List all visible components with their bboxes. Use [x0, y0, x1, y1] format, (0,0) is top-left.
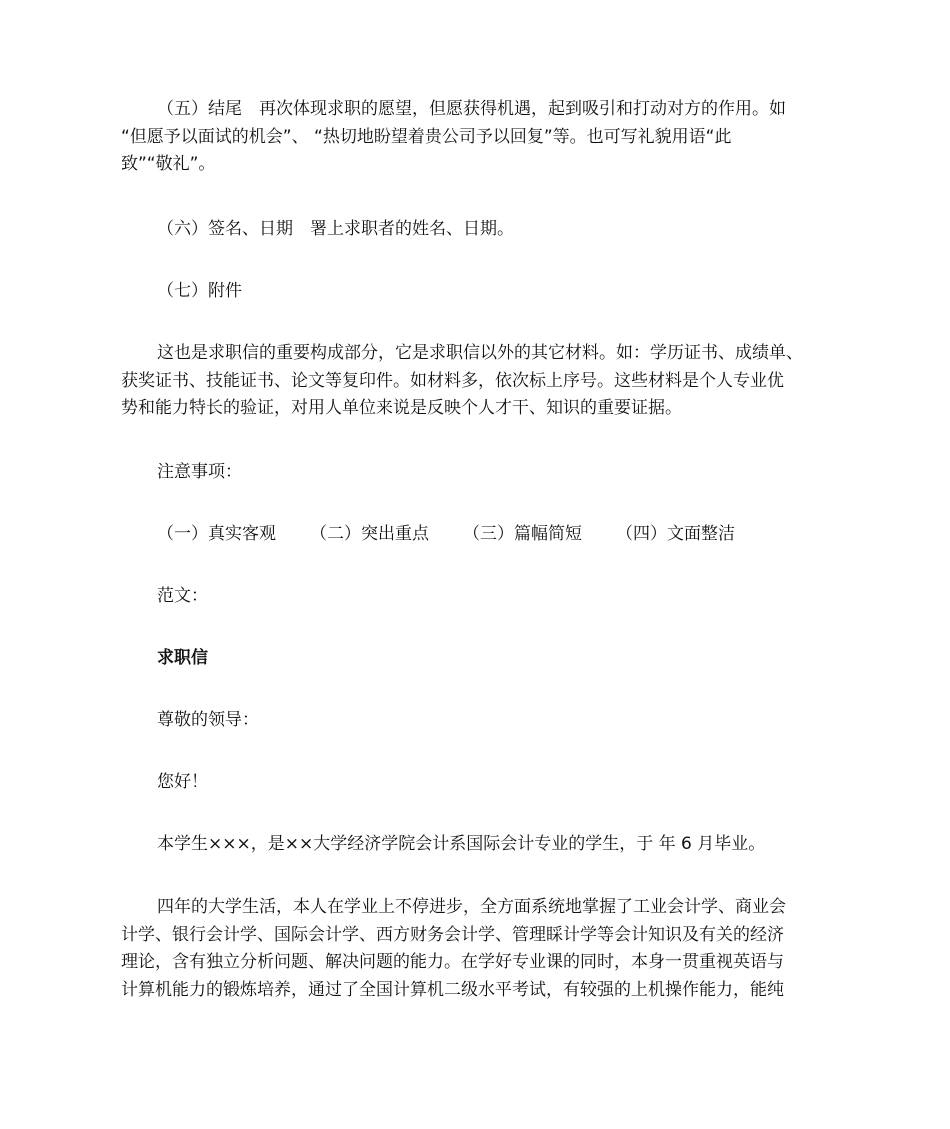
- salutation-text: 尊敬的领导：: [157, 710, 259, 730]
- notes-item: （二）突出重点: [310, 524, 429, 544]
- body-line: 计算机能力的锻炼培养，通过了全国计算机二级水平考试，有较强的上机操作能力，能纯: [121, 979, 784, 1000]
- sample-heading-text: 范文：: [157, 586, 208, 606]
- conclusion-line: “但愿予以面试的机会”、 “热切地盼望着贵公司予以回复”等。也可写礼貌用语“此: [121, 126, 732, 147]
- letter-title: [121, 645, 839, 673]
- body-paragraph: [121, 894, 839, 1004]
- attachment-heading: [121, 278, 839, 306]
- conclusion-line: 致”“敬礼”。: [121, 154, 216, 174]
- body-line: 计学、银行会计学、国际会计学、西方财务会计学、管理睬计学等会计知识及有关的经济: [121, 924, 784, 945]
- notes-heading: [121, 459, 839, 487]
- notes-heading-text: 注意事项：: [157, 462, 242, 482]
- notes-item: （一）真实客观: [157, 524, 276, 544]
- salutation: [121, 707, 839, 735]
- conclusion-line: （五）结尾 再次体现求职的愿望，但愿获得机遇，起到吸引和打动对方的作用。如: [157, 99, 786, 119]
- attachment-heading-text: （七）附件: [157, 281, 242, 301]
- attachment-line: 这也是求职信的重要构成部分，它是求职信以外的其它材料。如：学历证书、成绩单、: [157, 343, 803, 363]
- attachment-line: 势和能力特长的验证，对用人单位来说是反映个人才干、知识的重要证据。: [121, 398, 682, 418]
- greeting: [121, 769, 839, 797]
- attachment-description: [121, 340, 839, 423]
- notes-items-line: [121, 521, 735, 549]
- intro-text: 本学生×××，是××大学经济学院会计系国际会计专业的学生，于 年 6 月毕业。: [157, 834, 766, 854]
- greeting-text: 您好！: [157, 772, 208, 792]
- signature-text: （六）签名、日期 署上求职者的姓名、日期。: [157, 219, 514, 239]
- sample-heading: [121, 583, 839, 611]
- signature-paragraph: [121, 216, 839, 244]
- notes-items: [121, 521, 839, 549]
- body-line: 理论，含有独立分析问题、解决问题的能力。在学好专业课的同时，本身一贯重视英语与: [121, 952, 784, 972]
- body-line: 四年的大学生活，本人在学业上不停进步，全方面系统地掌握了工业会计学、商业会: [157, 897, 786, 917]
- conclusion-paragraph: [121, 96, 839, 179]
- notes-item: （四）文面整洁: [616, 524, 735, 544]
- notes-item: （三）篇幅简短: [463, 524, 582, 544]
- attachment-line: 获奖证书、技能证书、论文等复印件。如材料多，依次标上序号。这些材料是个人专业优: [121, 370, 784, 391]
- intro-paragraph: [121, 831, 839, 859]
- letter-title-text: 求职信: [157, 648, 208, 668]
